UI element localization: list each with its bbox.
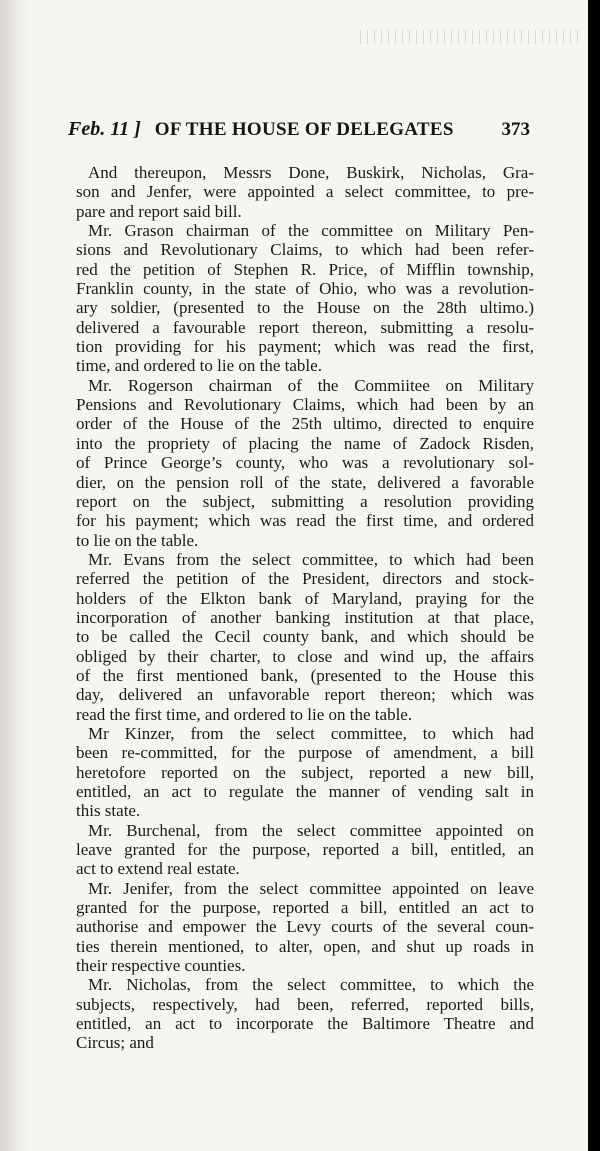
text-line: And thereupon, Messrs Done, Buskirk, Nicholas, Gra- xyxy=(88,163,534,182)
text-line: Mr Kinzer, from the select committee, to which had xyxy=(88,723,534,743)
text-line: tion providing for his payment; which was read the first, xyxy=(76,337,534,357)
text-line: son and Jenfer, were appointed a select committee, to pre- xyxy=(76,182,534,202)
text-line: this state. xyxy=(76,801,141,821)
text-line: Pensions and Revolutionary Claims, which had been by an xyxy=(76,395,534,415)
text-line: leave granted for the purpose, reported a bill, entitled, an xyxy=(76,840,534,860)
text-line: entitled, an act to incorporate the Baltimore Theatre and xyxy=(76,1014,534,1034)
text-line: Mr. Grason chairman of the committee on Military Pen- xyxy=(88,221,534,241)
text-line: authorise and empower the Levy courts of the several coun- xyxy=(76,917,534,937)
text-line: pare and report said bill. xyxy=(76,201,242,221)
text-line: into the propriety of placing the name of Zadock Risden, xyxy=(76,433,534,453)
text-line: to lie on the table. xyxy=(76,530,199,550)
text-line: of Prince George’s county, who was a revolutionary sol- xyxy=(76,453,534,473)
running-header xyxy=(68,118,530,141)
text-line: for his payment; which was read the first time, and ordered xyxy=(76,511,534,531)
text-line: red the petition of Stephen R. Price, of Mifflin township, xyxy=(76,259,534,279)
page-body-text xyxy=(76,163,534,1053)
text-line: ary soldier, (presented to the House on the 28th ultimo.) xyxy=(76,298,534,318)
text-line: Mr. Rogerson chairman of the Commiitee on Military xyxy=(88,375,534,395)
text-line: report on the subject, submitting a resolution providing xyxy=(76,491,534,511)
page-number: 373 xyxy=(501,119,530,140)
text-line: Franklin county, in the state of Ohio, who was a revolution- xyxy=(76,279,534,299)
text-line: referred the petition of the President, directors and stock- xyxy=(76,569,534,589)
text-line: Mr. Nicholas, from the select committee, to which the xyxy=(88,975,534,995)
text-line: of the first mentioned bank, (presented to the House this xyxy=(76,665,534,685)
paper-speckle xyxy=(360,30,580,44)
header-date-text: Feb. 11 xyxy=(68,118,130,140)
header-bracket: ] xyxy=(134,118,141,140)
text-line: incorporation of another banking institution at that place, xyxy=(76,607,534,627)
text-line: ties therein mentioned, to alter, open, and shut up roads in xyxy=(76,936,534,956)
text-line: obliged by their charter, to close and wind up, the affairs xyxy=(76,646,534,666)
header-title: OF THE HOUSE OF DELEGATES xyxy=(154,119,454,140)
text-line: act to extend real estate. xyxy=(76,859,240,879)
text-line: Mr. Jenifer, from the select committee appointed on leave xyxy=(88,878,534,898)
text-line: time, and ordered to lie on the table. xyxy=(76,356,322,376)
text-line: day, delivered an unfavorable report thereon; which was xyxy=(76,685,534,705)
text-line: granted for the purpose, reported a bill, entitled an act to xyxy=(76,898,534,918)
text-line: to be called the Cecil county bank, and which should be xyxy=(76,627,534,647)
text-line: Circus; and xyxy=(76,1033,154,1053)
text-line: holders of the Elkton bank of Maryland, praying for the xyxy=(76,588,534,608)
text-line: delivered a favourable report thereon, submitting a resolu- xyxy=(76,317,534,337)
text-line: entitled, an act to regulate the manner of vending salt in xyxy=(76,782,534,801)
header-date xyxy=(68,118,141,141)
text-line: Mr. Evans from the select committee, to which had been xyxy=(88,549,534,569)
text-line: Mr. Burchenal, from the select committee appointed on xyxy=(88,820,534,840)
page-gutter-shadow xyxy=(0,0,28,1151)
text-line: been re-committed, for the purpose of amendment, a bill xyxy=(76,743,534,763)
text-line: subjects, respectively, had been, referred, reported bills, xyxy=(76,994,534,1014)
scan-edge xyxy=(588,0,600,1151)
text-line: order of the House of the 25th ultimo, directed to enquire xyxy=(76,414,534,434)
text-line: their respective counties. xyxy=(76,956,246,976)
text-line: heretofore reported on the subject, reported a new bill, xyxy=(76,762,534,782)
text-line: sions and Revolutionary Claims, to which had been refer- xyxy=(76,240,534,260)
text-line: read the first time, and ordered to lie on the table. xyxy=(76,704,413,724)
text-line: dier, on the pension roll of the state, delivered a favorable xyxy=(76,472,534,492)
